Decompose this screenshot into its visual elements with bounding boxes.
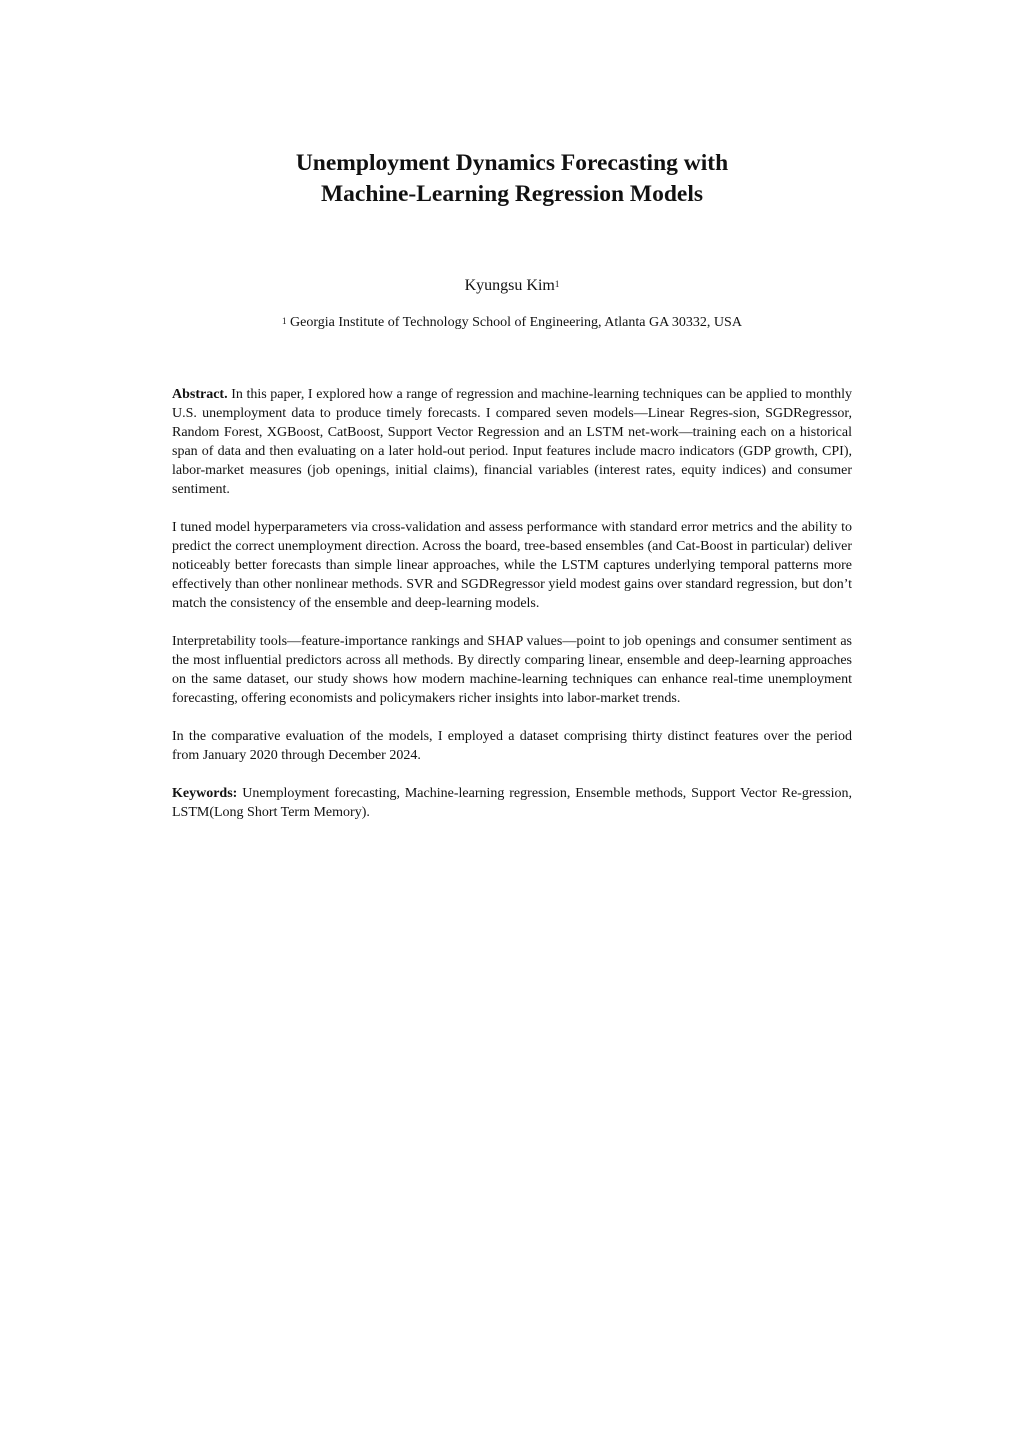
abstract-paragraph-4: In the comparative evaluation of the models, I employed a dataset comprising thirty distinct features over the period from January 2020 through December 2024. xyxy=(172,729,852,763)
paper-title xyxy=(172,148,852,210)
keywords-text: Unemployment forecasting, Machine-learning regression, Ensemble methods, Support Vector Re-gression, LSTM(Long Short Term Memory). xyxy=(172,786,853,820)
affiliation-line xyxy=(172,314,852,332)
author-name: Kyungsu Kim xyxy=(464,277,555,294)
affiliation-text: Georgia Institute of Technology School of Engineering, Atlanta GA 30332, USA xyxy=(290,315,742,330)
abstract-paragraph-1 xyxy=(172,385,852,499)
title-line-2: Machine-Learning Regression Models xyxy=(320,181,704,207)
abstract-paragraph-2: I tuned model hyperparameters via cross-validation and assess performance with standard error metrics and the ability to predict the correct unemployment direction. Across the board, tree-based ensembles (and Cat-Boost in particular) deliver noticeably better forecasts than simple linear approaches, while the LSTM captures underlying temporal patterns more effectively than other nonlinear methods. SVR and SGDRegressor yield modest gains over standard regression, but don’t match the consistency of the ensemble and deep-learning models. xyxy=(172,520,852,611)
abstract-paragraph-3: Interpretability tools—feature-importance rankings and SHAP values—point to job openings and consumer sentiment as the most influential predictors across all methods. By directly comparing linear, ensemble and deep-learning approaches on the same dataset, our study shows how modern machine-learning techniques can enhance real-time unemployment forecasting, offering economists and policymakers richer insights into labor-market trends. xyxy=(172,634,852,706)
keywords-label: Keywords: xyxy=(172,786,238,801)
affiliation-mark: 1 xyxy=(282,316,287,326)
abstract-label: Abstract. xyxy=(172,387,228,402)
keywords-paragraph xyxy=(172,784,852,822)
abstract-section xyxy=(172,385,852,841)
author-affiliation-mark: 1 xyxy=(554,279,560,289)
title-line-1: Unemployment Dynamics Forecasting with xyxy=(295,150,729,176)
author-line xyxy=(172,276,852,296)
abstract-text-1: In this paper, I explored how a range of regression and machine-learning techniques can be applied to monthly U.S. unemployment data to produce timely forecasts. I compared seven models—Linear Regres-sion, SGDRegressor, Random Forest, XGBoost, CatBoost, Support Vector Regression and an LSTM net-work—training each on a historical span of data and then evaluating on a later hold-out period. Input features include macro indicators (GDP growth, CPI), labor-market measures (job openings, initial claims), financial variables (interest rates, equity indices) and consumer sentiment. xyxy=(172,387,853,497)
